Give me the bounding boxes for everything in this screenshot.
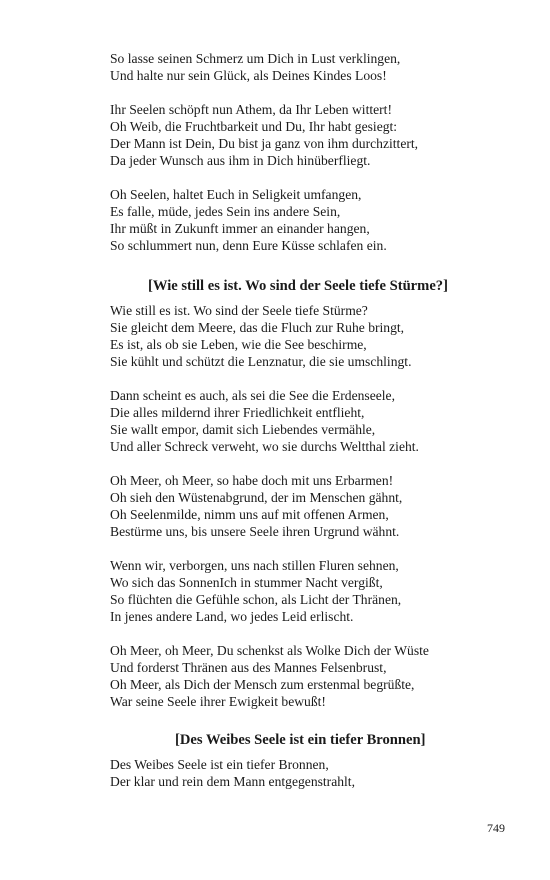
page-number: 749 — [487, 821, 505, 835]
verse-line: Oh Seelenmilde, nimm uns auf mit offenen Armen, — [110, 507, 389, 522]
verse-line: Sie kühlt und schützt die Lenznatur, die sie umschlingt. — [110, 354, 412, 369]
poem-heading-2: [Wie still es ist. Wo sind der Seele tiefe Stürme?] — [148, 278, 448, 294]
verse-line: Der Mann ist Dein, Du bist ja ganz von ihm durchzittert, — [110, 136, 419, 151]
verse-line: Ihr Seelen schöpft nun Athem, da Ihr Leben wittert! — [110, 102, 392, 117]
verse-line: Die alles mildernd ihrer Friedlichkeit entflieht, — [110, 405, 365, 420]
verse-line: Ihr müßt in Zukunft immer an einander hangen, — [110, 221, 370, 236]
poem-heading-3: [Des Weibes Seele ist ein tiefer Bronnen] — [175, 732, 426, 748]
verse-line: Sie gleicht dem Meere, das die Fluch zur Ruhe bringt, — [110, 320, 405, 335]
stanza-gap — [110, 84, 418, 101]
verse-line: Und forderst Thränen aus des Mannes Felsenbrust, — [110, 660, 387, 675]
stanza-gap — [110, 370, 429, 387]
verse-line: Oh Weib, die Fruchtbarkeit und Du, Ihr habt gesiegt: — [110, 119, 398, 134]
verse-line: In jenes andere Land, wo jedes Leid erlischt. — [110, 609, 354, 624]
verse-line: So flüchten die Gefühle schon, als Licht der Thränen, — [110, 592, 402, 607]
verse-line: Dann scheint es auch, als sei die See die Erdenseele, — [110, 388, 395, 403]
verse-line: Oh Meer, oh Meer, Du schenkst als Wolke Dich der Wüste — [110, 643, 429, 658]
verse-line: Es falle, müde, jedes Sein ins andere Sein, — [110, 204, 341, 219]
verse-line: Oh sieh den Wüstenabgrund, der im Menschen gähnt, — [110, 490, 403, 505]
verse-line: Oh Meer, als Dich der Mensch zum erstenmal begrüßte, — [110, 677, 415, 692]
verse-line: Es ist, als ob sie Leben, wie die See beschirme, — [110, 337, 367, 352]
poem-section-2 — [110, 302, 429, 710]
verse-line: Bestürme uns, bis unsere Seele ihren Urgrund wähnt. — [110, 524, 400, 539]
verse-line: So lasse seinen Schmerz um Dich in Lust verklingen, — [110, 51, 401, 66]
verse-line: Oh Seelen, haltet Euch in Seligkeit umfangen, — [110, 187, 362, 202]
verse-line: Da jeder Wunsch aus ihm in Dich hinüberfliegt. — [110, 153, 371, 168]
stanza-gap — [110, 540, 429, 557]
verse-line: Des Weibes Seele ist ein tiefer Bronnen, — [110, 757, 329, 772]
verse-line: Oh Meer, oh Meer, so habe doch mit uns Erbarmen! — [110, 473, 394, 488]
stanza-gap — [110, 625, 429, 642]
verse-line: Und aller Schreck verweht, wo sie durchs Weltthal zieht. — [110, 439, 419, 454]
verse-line: Der klar und rein dem Mann entgegenstrahlt, — [110, 774, 355, 789]
verse-line: So schlummert nun, denn Eure Küsse schlafen ein. — [110, 238, 387, 253]
poem-section-1 — [110, 50, 418, 254]
stanza-gap — [110, 455, 429, 472]
verse-line: Wo sich das SonnenIch in stummer Nacht vergißt, — [110, 575, 383, 590]
poem-section-3 — [110, 756, 355, 790]
verse-line: Und halte nur sein Glück, als Deines Kindes Loos! — [110, 68, 387, 83]
verse-line: Wenn wir, verborgen, uns nach stillen Fluren sehnen, — [110, 558, 399, 573]
verse-line: Sie wallt empor, damit sich Liebendes vermähle, — [110, 422, 376, 437]
stanza-gap — [110, 169, 418, 186]
verse-line: War seine Seele ihrer Ewigkeit bewußt! — [110, 694, 326, 709]
verse-line: Wie still es ist. Wo sind der Seele tiefe Stürme? — [110, 303, 368, 318]
